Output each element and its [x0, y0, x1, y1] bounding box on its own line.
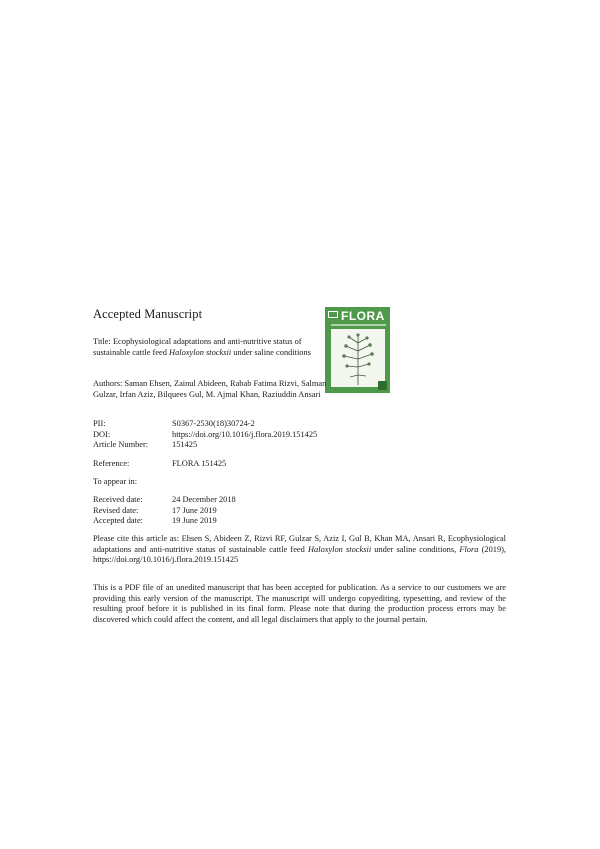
cover-illustration-panel	[331, 329, 385, 387]
citation-text-end: (2019), https://doi.org/10.1016/j.flora.2019.151425	[93, 544, 507, 565]
date-row-accepted	[93, 516, 236, 527]
title-text: Title: Ecophysiological adaptations and anti-nutritive status of sustainable cattle feed	[93, 337, 302, 357]
received-value: 24 December 2018	[172, 495, 236, 504]
reference-row	[93, 459, 226, 470]
doi-label: DOI:	[93, 429, 111, 439]
title-text-end: under saline conditions	[231, 347, 311, 357]
dates-table	[93, 495, 236, 527]
page-heading: Accepted Manuscript	[93, 307, 203, 321]
citation-text-mid: under saline conditions,	[371, 544, 460, 554]
date-row-received	[93, 495, 236, 506]
pii-label: PII:	[93, 419, 106, 428]
doi-link[interactable]: https://doi.org/10.1016/j.flora.2019.151425	[172, 429, 318, 439]
citation-text: Please cite this article as: Ehsen S, Abideen Z, Rizvi RF, Gulzar S, Aziz I, Gul B, Khan MA, Ansari R, Ecophysiological adaptations and anti-nutritive status of sustainable cattle feed	[93, 534, 506, 554]
reference-value: FLORA 151425	[172, 459, 227, 468]
revised-value: 17 June 2019	[172, 505, 217, 515]
reference-label: Reference:	[93, 459, 130, 468]
accepted-label: Accepted date:	[93, 516, 143, 526]
cover-badge	[378, 381, 387, 390]
citation-journal: Flora	[459, 544, 479, 554]
journal-cover	[325, 307, 390, 393]
received-label: Received date:	[93, 495, 143, 504]
article-number-value: 151425	[172, 440, 198, 450]
plant-illustration-icon	[331, 329, 385, 387]
title-species: Haloxylon stocksii	[169, 347, 232, 357]
article-authors: Authors: Saman Ehsen, Zainul Abideen, Rabab Fatima Rizvi, Salman Gulzar, Irfan Aziz, Bilquees Gul, M. Ajmal Khan, Raziuddin Ansari	[93, 379, 327, 399]
article-title	[93, 337, 323, 358]
disclaimer-paragraph: This is a PDF file of an unedited manuscript that has been accepted for publication. As a service to our customers we are providing this early version of the manuscript. The manuscript will undergo copyediting, typesetting, and review of the resulting proof before it is published in its final form. Please note that during the production process errors may be discovered which could affect the content, and all legal disclaimers that apply to the journal pertain.	[93, 583, 506, 624]
identifier-row-doi	[93, 430, 317, 441]
date-row-revised	[93, 506, 236, 517]
identifier-table	[93, 419, 317, 451]
article-number-label: Article Number:	[93, 440, 149, 450]
identifier-row-article-number	[93, 440, 317, 451]
revised-label: Revised date:	[93, 505, 139, 515]
pii-value: S0367-2530(18)30724-2	[172, 419, 255, 428]
citation-paragraph	[93, 534, 506, 566]
to-appear-label: To appear in:	[93, 477, 138, 486]
publisher-logo-icon	[328, 311, 338, 318]
citation-species: Haloxylon stocksii	[307, 544, 372, 554]
identifier-row-pii	[93, 419, 317, 430]
cover-title: FLORA	[341, 309, 385, 323]
accepted-value: 19 June 2019	[172, 516, 217, 526]
cover-subtitle-bar	[331, 324, 386, 326]
reference-table	[93, 459, 226, 470]
